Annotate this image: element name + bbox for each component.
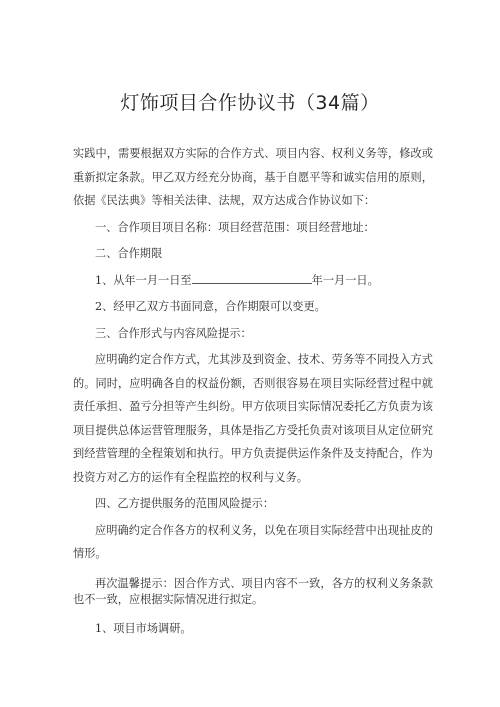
term-start-text: 1、从年一月一日至 [95, 273, 192, 287]
intro-paragraph: 实践中，需要根据双方实际的合作方式、项目内容、权利义务等，修改或重新拟定条款。甲乙双方经充分协商，基于自愿平等和诚实信用的原则，依据《民法典》等相关法律、法规，双方达成合作协议如下： [73, 147, 433, 207]
document-title: 灯饰项目合作协议书（34篇） [120, 92, 380, 114]
section-1-heading: 一、合作项目项目名称：项目经营范围：项目经营地址： [95, 220, 375, 234]
section-2-heading: 二、合作期限 [95, 247, 163, 260]
reminder-note: 再次温馨提示：因合作方式、项目内容不一致，各方的权利义务条款也不一致，应根据实际情况进行拟定。 [73, 576, 433, 606]
section-2-item-1 [73, 269, 433, 293]
term-end-text: 年一月一日。 [311, 273, 379, 287]
section-4-heading: 四、乙方提供服务的范围风险提示： [95, 497, 275, 510]
section-3-body: 应明确约定合作方式，尤其涉及到资金、技术、劳务等不同投入方式的。同时，应明确各自的权益份额，否则很容易在项目实际经营过程中就责任承担、盈亏分担等产生纠纷。甲方依项目实际情况委托乙方负责为该项目提供总体运营管理服务，具体是指乙方受托负责对该项目从定位研究到经营管理的全程策划和执行。甲方负责提供运作条件及支持配合，作为投资方对乙方的运作有全程监控的权利与义务。 [73, 353, 433, 484]
term-blank-line [192, 273, 312, 284]
document-body [73, 142, 433, 640]
section-2-item-2: 2、经甲乙双方书面同意，合作期限可以变更。 [95, 300, 326, 313]
section-3-heading: 三、合作形式与内容风险提示： [95, 326, 252, 340]
section-4-item-1: 1、项目市场调研。 [95, 621, 192, 635]
section-4-body: 应明确约定合作各方的权利义务，以免在项目实际经营中出现扯皮的情形。 [73, 523, 433, 560]
